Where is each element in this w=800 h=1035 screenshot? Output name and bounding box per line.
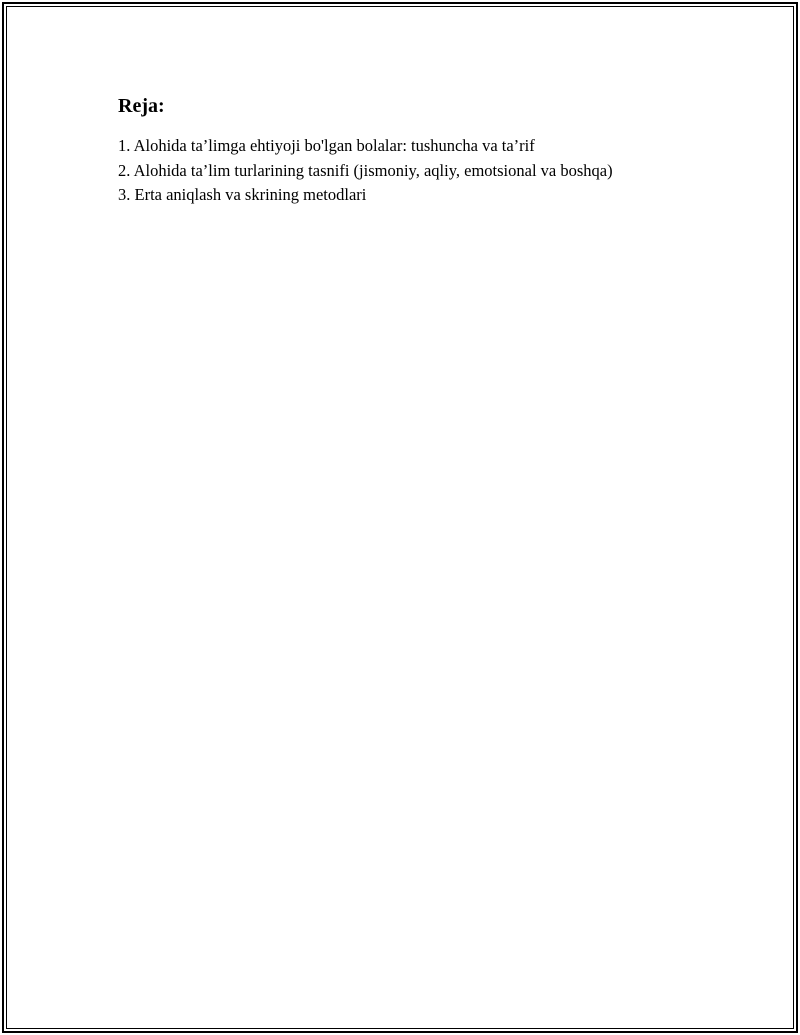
plan-item: 2. Alohida ta’lim turlarining tasnifi (jismoniy, aqliy, emotsional va boshqa) (118, 160, 613, 180)
plan-item: 3. Erta aniqlash va skrining metodlari (118, 185, 367, 204)
plan-list (118, 134, 758, 208)
plan-item: 1. Alohida ta’limga ehtiyoji bo'lgan bolalar: tushuncha va ta’rif (118, 136, 535, 155)
document-content (118, 94, 758, 208)
plan-heading: Reja: (118, 95, 165, 117)
